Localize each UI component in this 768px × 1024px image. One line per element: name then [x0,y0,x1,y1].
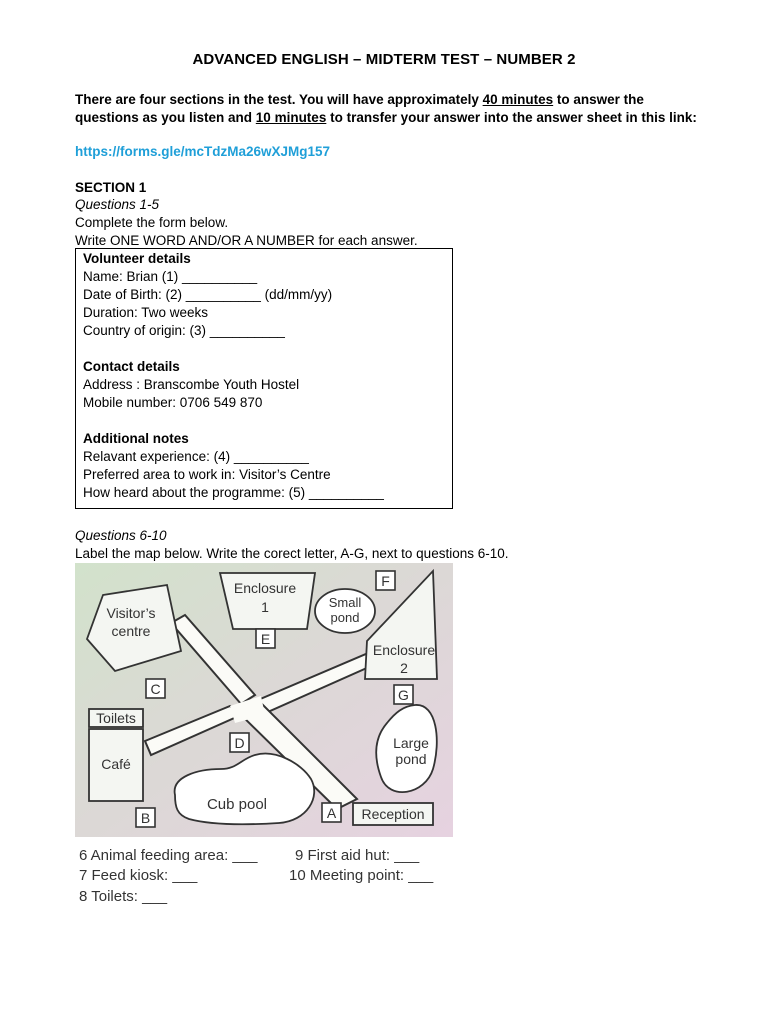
form-heard-row: How heard about the programme: (5) __________ [83,485,384,500]
question-7: 7 Feed kiosk: ___ [79,867,198,884]
visitors-centre-label-2: centre [111,623,151,639]
form-duration-row: Duration: Two weeks [83,305,209,320]
form-name-row: Name: Brian (1) __________ [83,269,258,284]
toilets-label: Toilets [96,710,136,726]
enclosure-1-label-1: Enclosure [233,580,297,596]
form-area-row: Preferred area to work in: Visitor’s Centre [83,467,331,482]
form-experience-row: Relavant experience: (4) __________ [83,449,309,464]
large-pond-label-2: pond [395,751,427,767]
enclosure-2-label-1: Enclosure [372,642,436,658]
letter-d: D [234,735,245,751]
intro-time-40: 40 minutes [482,92,554,107]
section-heading: SECTION 1 [75,180,147,195]
intro-time-10: 10 minutes [255,110,327,125]
cafe-label: Café [101,756,131,772]
questions-6-10-label: Questions 6-10 [75,528,167,543]
question-6: 6 Animal feeding area: ___ [79,847,258,864]
instruction-label-map: Label the map below. Write the corect letter, A-G, next to questions 6-10. [75,546,509,561]
questions-1-5-label: Questions 1-5 [75,197,160,212]
instruction-complete-form: Complete the form below. [75,215,229,230]
question-8: 8 Toilets: ___ [79,888,168,905]
page-title: ADVANCED ENGLISH – MIDTERM TEST – NUMBER 2 [192,51,576,68]
instruction-word-limit: Write ONE WORD AND/OR A NUMBER for each answer. [75,233,418,248]
intro-text-3: questions as you listen and [75,110,256,125]
letter-e: E [260,631,271,647]
intro-text-2: to answer the [553,92,644,107]
form-mobile-row: Mobile number: 0706 549 870 [83,395,263,410]
volunteer-details-heading: Volunteer details [83,251,191,266]
park-map [75,563,453,911]
letter-f: F [381,573,390,589]
volunteer-form-box [75,248,453,509]
answer-sheet-link[interactable]: https://forms.gle/mcTdzMa26wXJMg157 [75,144,331,159]
small-pond-label-2: pond [330,610,360,625]
question-9: 9 First aid hut: ___ [295,847,420,864]
intro-paragraph [75,91,715,127]
letter-a: A [326,805,337,821]
letter-c: C [150,681,161,697]
cub-pool-label: Cub pool [206,796,268,813]
small-pond-label-1: Small [328,595,362,610]
enclosure-1-label-2: 1 [261,599,269,615]
question-10: 10 Meeting point: ___ [289,867,434,884]
form-country-row: Country of origin: (3) __________ [83,323,285,338]
enclosure-2-label-2: 2 [400,660,408,676]
large-pond-label-1: Large [393,735,429,751]
reception-label: Reception [361,806,425,822]
park-map-svg [75,563,453,911]
form-dob-row: Date of Birth: (2) __________ (dd/mm/yy) [83,287,333,302]
additional-notes-heading: Additional notes [83,431,189,446]
form-address-row: Address : Branscombe Youth Hostel [83,377,300,392]
intro-text-4: to transfer your answer into the answer sheet in this link: [326,110,697,125]
intro-text-1: There are four sections in the test. You will have approximately [75,92,483,107]
letter-b: B [140,810,151,826]
contact-details-heading: Contact details [83,359,180,374]
letter-g: G [398,687,409,703]
visitors-centre-label-1: Visitor’s [106,605,156,621]
